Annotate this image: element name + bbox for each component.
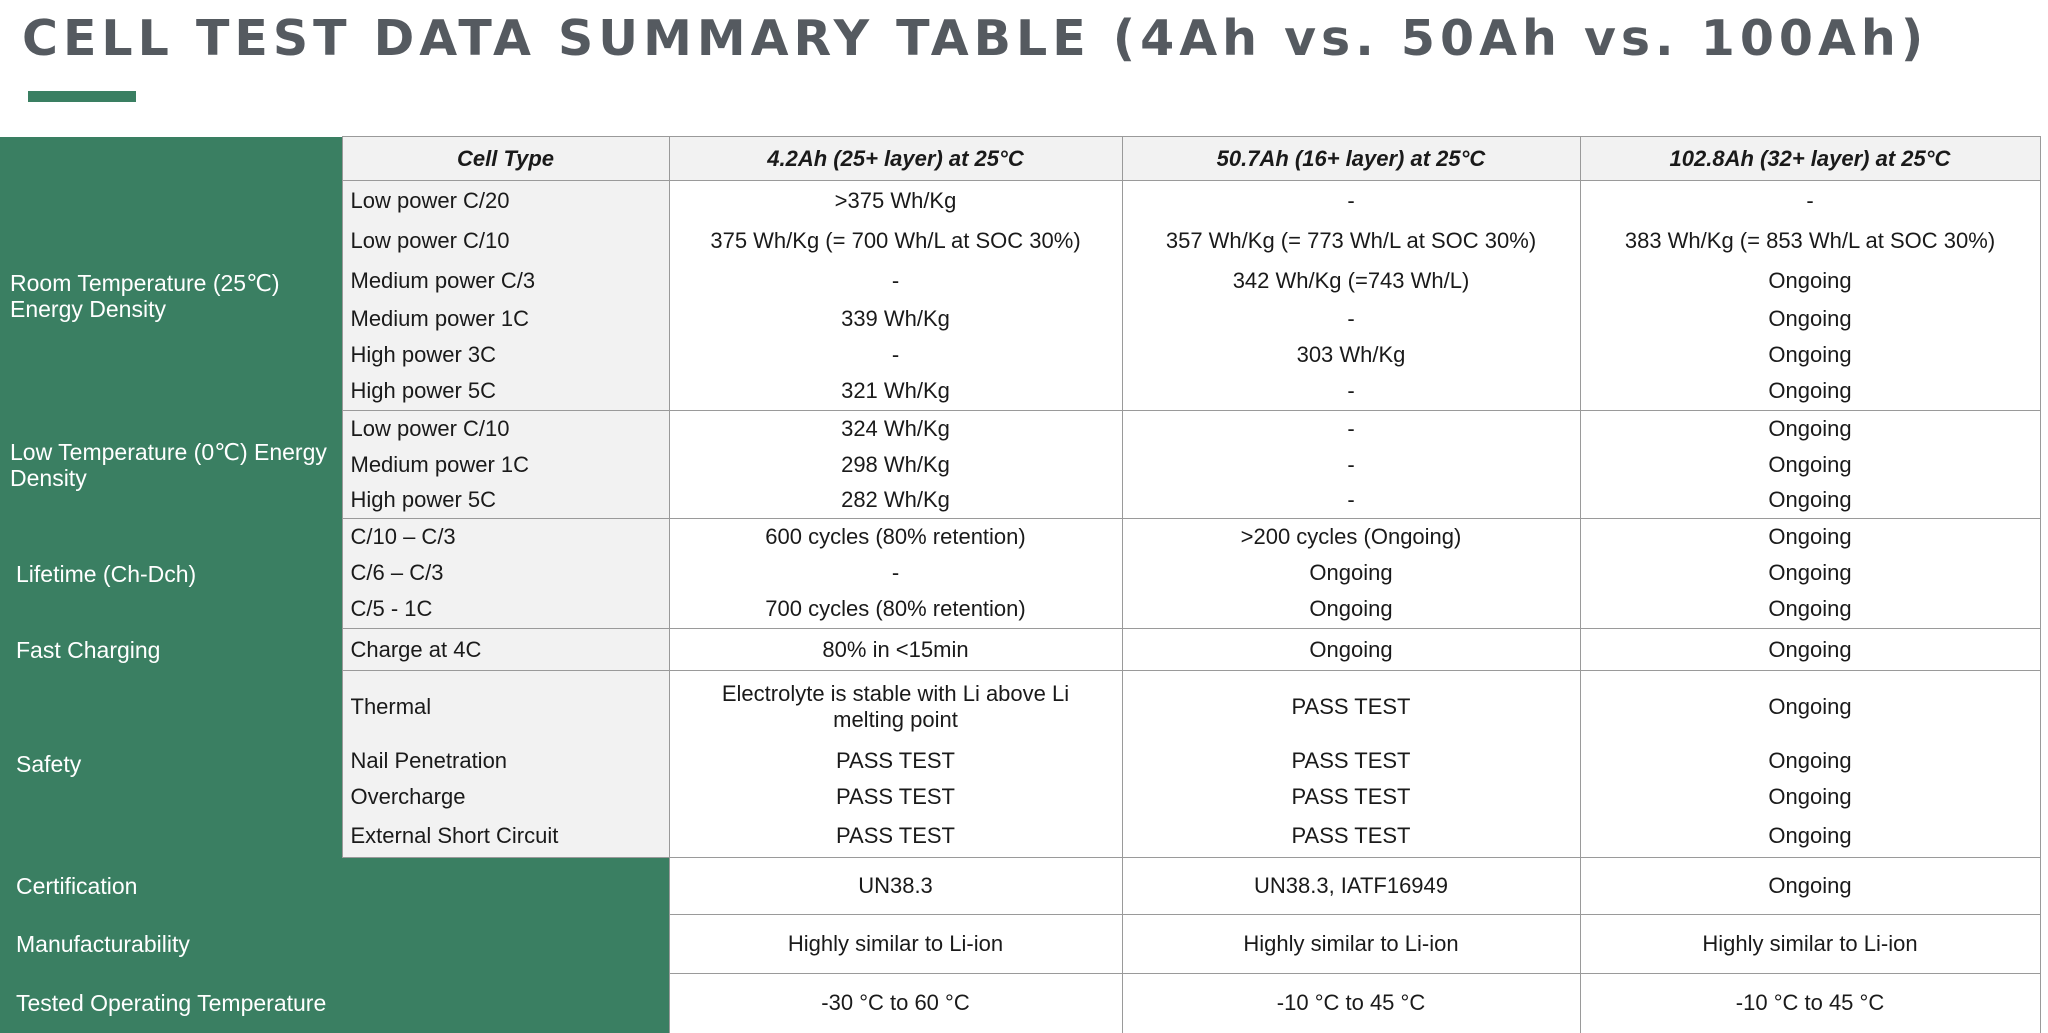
value-cell: 339 Wh/Kg — [669, 301, 1122, 337]
value-cell: - — [1122, 301, 1580, 337]
category-cell: Room Temperature (25℃) Energy Density — [0, 181, 342, 411]
subcategory-cell: Medium power 1C — [342, 447, 669, 483]
category-cell: Certification — [0, 858, 669, 915]
value-cell: PASS TEST — [1122, 779, 1580, 815]
header-100ah: 102.8Ah (32+ layer) at 25°C — [1580, 137, 2040, 181]
value-cell: Electrolyte is stable with Li above Li melting point — [669, 671, 1122, 743]
value-cell: - — [1122, 483, 1580, 519]
subcategory-cell: Overcharge — [342, 779, 669, 815]
table-row — [0, 671, 2040, 743]
value-cell: -10 °C to 45 °C — [1580, 974, 2040, 1033]
value-cell: Ongoing — [1580, 629, 2040, 671]
value-cell: PASS TEST — [1122, 743, 1580, 779]
value-cell: - — [669, 337, 1122, 373]
subcategory-cell: High power 5C — [342, 483, 669, 519]
value-cell: Ongoing — [1580, 815, 2040, 858]
value-cell: Ongoing — [1580, 261, 2040, 301]
value-cell: Ongoing — [1580, 671, 2040, 743]
value-cell: PASS TEST — [669, 815, 1122, 858]
category-cell: Tested Operating Temperature — [0, 974, 669, 1033]
value-cell: - — [669, 555, 1122, 591]
value-cell: Ongoing — [1122, 629, 1580, 671]
value-cell: - — [1122, 411, 1580, 447]
value-cell: Ongoing — [1580, 858, 2040, 915]
value-cell: PASS TEST — [669, 779, 1122, 815]
value-cell: - — [1122, 447, 1580, 483]
subcategory-cell: Low power C/10 — [342, 221, 669, 261]
value-cell: - — [1122, 181, 1580, 221]
value-cell: Ongoing — [1580, 373, 2040, 411]
value-cell: - — [669, 261, 1122, 301]
title-accent-bar — [28, 91, 136, 102]
subcategory-cell: Nail Penetration — [342, 743, 669, 779]
value-cell: Highly similar to Li-ion — [669, 915, 1122, 974]
value-cell: 303 Wh/Kg — [1122, 337, 1580, 373]
category-cell: Fast Charging — [0, 629, 342, 671]
table-row — [0, 181, 2040, 221]
value-cell: Ongoing — [1580, 743, 2040, 779]
category-cell: Low Temperature (0℃) Energy Density — [0, 411, 342, 519]
summary-table-container — [0, 136, 2040, 1030]
value-cell: -10 °C to 45 °C — [1122, 974, 1580, 1033]
value-cell: Ongoing — [1580, 519, 2040, 555]
header-cell-type: Cell Type — [342, 137, 669, 181]
table-row — [0, 915, 2040, 974]
value-cell: Ongoing — [1580, 779, 2040, 815]
subcategory-cell: Medium power 1C — [342, 301, 669, 337]
value-cell: 383 Wh/Kg (= 853 Wh/L at SOC 30%) — [1580, 221, 2040, 261]
value-cell: 375 Wh/Kg (= 700 Wh/L at SOC 30%) — [669, 221, 1122, 261]
value-cell: PASS TEST — [1122, 815, 1580, 858]
subcategory-cell: High power 3C — [342, 337, 669, 373]
header-50ah: 50.7Ah (16+ layer) at 25°C — [1122, 137, 1580, 181]
category-cell: Safety — [0, 671, 342, 858]
value-cell: UN38.3, IATF16949 — [1122, 858, 1580, 915]
value-cell: 600 cycles (80% retention) — [669, 519, 1122, 555]
value-cell: Ongoing — [1580, 555, 2040, 591]
value-cell: -30 °C to 60 °C — [669, 974, 1122, 1033]
subcategory-cell: C/6 – C/3 — [342, 555, 669, 591]
value-cell: Ongoing — [1580, 337, 2040, 373]
subcategory-cell: Charge at 4C — [342, 629, 669, 671]
table-row — [0, 411, 2040, 447]
table-row — [0, 974, 2040, 1033]
subcategory-cell: Low power C/10 — [342, 411, 669, 447]
value-cell: 324 Wh/Kg — [669, 411, 1122, 447]
value-cell: 80% in <15min — [669, 629, 1122, 671]
value-cell: Highly similar to Li-ion — [1580, 915, 2040, 974]
value-cell: Ongoing — [1580, 591, 2040, 629]
value-cell: Highly similar to Li-ion — [1122, 915, 1580, 974]
header-category-cell — [0, 137, 342, 181]
value-cell: Ongoing — [1580, 411, 2040, 447]
subcategory-cell: C/5 - 1C — [342, 591, 669, 629]
subcategory-cell: C/10 – C/3 — [342, 519, 669, 555]
value-cell: PASS TEST — [669, 743, 1122, 779]
value-cell: - — [1580, 181, 2040, 221]
header-row — [0, 137, 2040, 181]
value-cell: Ongoing — [1580, 301, 2040, 337]
value-cell: UN38.3 — [669, 858, 1122, 915]
subcategory-cell: External Short Circuit — [342, 815, 669, 858]
value-cell: Ongoing — [1122, 591, 1580, 629]
value-cell: Ongoing — [1580, 483, 2040, 519]
value-cell: - — [1122, 373, 1580, 411]
value-cell: Ongoing — [1122, 555, 1580, 591]
value-cell: 700 cycles (80% retention) — [669, 591, 1122, 629]
value-cell: >375 Wh/Kg — [669, 181, 1122, 221]
value-cell: 342 Wh/Kg (=743 Wh/L) — [1122, 261, 1580, 301]
value-cell: 298 Wh/Kg — [669, 447, 1122, 483]
summary-table — [0, 136, 2041, 1033]
table-row — [0, 519, 2040, 555]
subcategory-cell: Low power C/20 — [342, 181, 669, 221]
page-title: CELL TEST DATA SUMMARY TABLE (4Ah vs. 50Ah vs. 100Ah) — [22, 10, 1929, 67]
category-cell: Lifetime (Ch-Dch) — [0, 519, 342, 629]
value-cell: >200 cycles (Ongoing) — [1122, 519, 1580, 555]
category-cell: Manufacturability — [0, 915, 669, 974]
subcategory-cell: Thermal — [342, 671, 669, 743]
value-cell: 321 Wh/Kg — [669, 373, 1122, 411]
header-4ah: 4.2Ah (25+ layer) at 25°C — [669, 137, 1122, 181]
table-row — [0, 858, 2040, 915]
subcategory-cell: Medium power C/3 — [342, 261, 669, 301]
value-cell: 282 Wh/Kg — [669, 483, 1122, 519]
value-cell: 357 Wh/Kg (= 773 Wh/L at SOC 30%) — [1122, 221, 1580, 261]
value-cell: Ongoing — [1580, 447, 2040, 483]
value-cell: PASS TEST — [1122, 671, 1580, 743]
table-row — [0, 629, 2040, 671]
subcategory-cell: High power 5C — [342, 373, 669, 411]
